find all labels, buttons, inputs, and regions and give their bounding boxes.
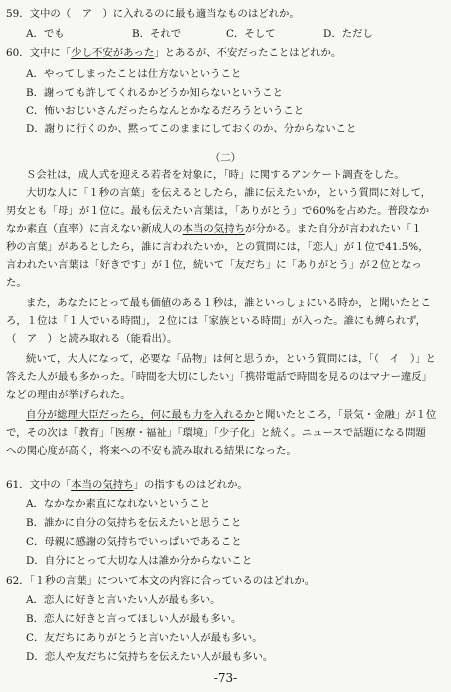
q62-stem: 62．「１秒の言葉」について本文の内容に合っているのはどれか。 xyxy=(6,575,316,587)
q60-underlined-phrase: 少し不安があった xyxy=(71,47,155,59)
passage-p1-line4-end: が分かる。また自分が言われたい「１ xyxy=(244,223,422,235)
passage-p1-line2: 大切な人に「１秒の言葉」を伝えるとしたら，誰に伝えたいか，という質問に対して， xyxy=(26,187,432,199)
q61-choice-c: C．母親に感謝の気持ちでいっぱいであること xyxy=(26,536,242,548)
passage-p1-line4-start: なか素直（直率）に言えない新成人の xyxy=(6,223,183,235)
q62-choice-a: A．恋人に好きと言いたい人が最も多い。 xyxy=(26,594,221,606)
q60-stem-end: 」とあるが、不安だったことはどれか。 xyxy=(154,47,342,59)
page-number: -73- xyxy=(213,671,238,685)
passage-p4-line2: で，その次は「教育」「医療・福祉」「環境」「少子化」と続く。ニュースで話題になる問題 xyxy=(6,427,426,439)
passage-p2-line2: ろ，１位は「１人でいる時間」，２位には「家族といる時間」が入った。誰にも縛られず， xyxy=(6,315,426,327)
q61-choice-d: D．自分にとって大切な人は誰か分からないこと xyxy=(26,555,253,567)
section-title: （二） xyxy=(209,152,242,164)
q60-choice-b: B．謝っても許してくれるかどうか知らないということ xyxy=(26,87,284,99)
q61-stem-end: 」の指すものはどれか。 xyxy=(133,479,248,491)
passage-p1-line1: Ｓ会社は，成人式を迎える若者を対象に，「時」に関するアンケート調査をした。 xyxy=(26,169,405,181)
q61-choice-a: A．なかなか素直になれないということ xyxy=(26,498,211,510)
passage-p4-line1 xyxy=(26,408,436,422)
q60-choice-c: C．怖いおじいさんだったらなんとかなるだろうということ xyxy=(26,105,305,117)
q60-stem xyxy=(6,46,341,60)
passage-p2-line3: （ ア ）と読み取れる（能看出）。 xyxy=(6,333,178,345)
q62-choice-d: D．恋人や友だちに気持ちを伝えたい人が最も多い。 xyxy=(26,651,274,663)
q59-stem: 59．文中の（ ア ）に入れるのに最も適当なものはどれか。 xyxy=(6,8,300,20)
q60-choice-d: D．謝りに行くのか、黙ってこのままにしておくのか、分からないこと xyxy=(26,123,357,135)
q59-choice-d: D．ただし xyxy=(323,28,373,40)
passage-underlined-honto: 本当の気持ち xyxy=(182,223,245,235)
passage-p2-line1: また，あなたにとって最も価値のある１秒は，誰といっしょにいる時か，と聞いたとこ xyxy=(26,297,432,309)
q60-choice-a: A．やってしまったことは仕方ないということ xyxy=(26,68,242,80)
passage-p4-line3: への関心度が高く，将来への不安も読み取れる結果になった。 xyxy=(6,445,297,457)
passage-p3-line3: などの理由が挙げられた。 xyxy=(6,389,131,401)
q59-choice-b: B．それで xyxy=(132,28,182,40)
q62-choice-c: C．友だちにありがとうと言いたい人が最も多い。 xyxy=(26,632,263,644)
passage-p1-line4 xyxy=(6,222,422,236)
passage-p1-line6: 言われたい言葉は「好きです」が１位，続いて「友だち」に「ありがとう」が２位となっ xyxy=(6,259,422,271)
q62-choice-b: B．恋人に好きと言ってほしい人が最も多い。 xyxy=(26,613,242,625)
q61-underlined-phrase: 本当の気持ち xyxy=(71,479,134,491)
q60-stem-start: 60．文中に「 xyxy=(6,47,72,59)
passage-p4-line1-end: と聞いたところ，「景気・金融」が１位 xyxy=(254,409,437,421)
passage-p1-line3: 男女とも「母」が１位に。最も伝えたい言葉は，「ありがとう」で60%を占めた。普段なか xyxy=(6,205,430,217)
passage-underlined-sori: 自分が総理大臣だったら，何に最も力を入れるか xyxy=(26,409,255,421)
q61-stem-start: 61．文中の「 xyxy=(6,479,72,491)
passage-p1-line5: 秒の言葉」があるとしたら，誰に言われたいか，との質問には，「恋人」が１位で41.5%， xyxy=(6,241,429,253)
passage-p3-line1: 続いて，大人になって，必要な「品物」は何と思うか，という質問には，「（ イ ）」と xyxy=(26,353,436,365)
passage-p1-line7: た。 xyxy=(6,277,27,289)
q61-choice-b: B．誰かに自分の気持ちを伝えたいと思うこと xyxy=(26,517,242,529)
q59-choice-c: C．そして xyxy=(226,28,276,40)
passage-p3-line2: 答えた人が最も多かった。「時間を大切にしたい」「携帯電話で時間を見るのはマナー違反」 xyxy=(6,371,433,383)
q59-choice-a: A．でも xyxy=(26,28,65,40)
q61-stem xyxy=(6,478,248,492)
